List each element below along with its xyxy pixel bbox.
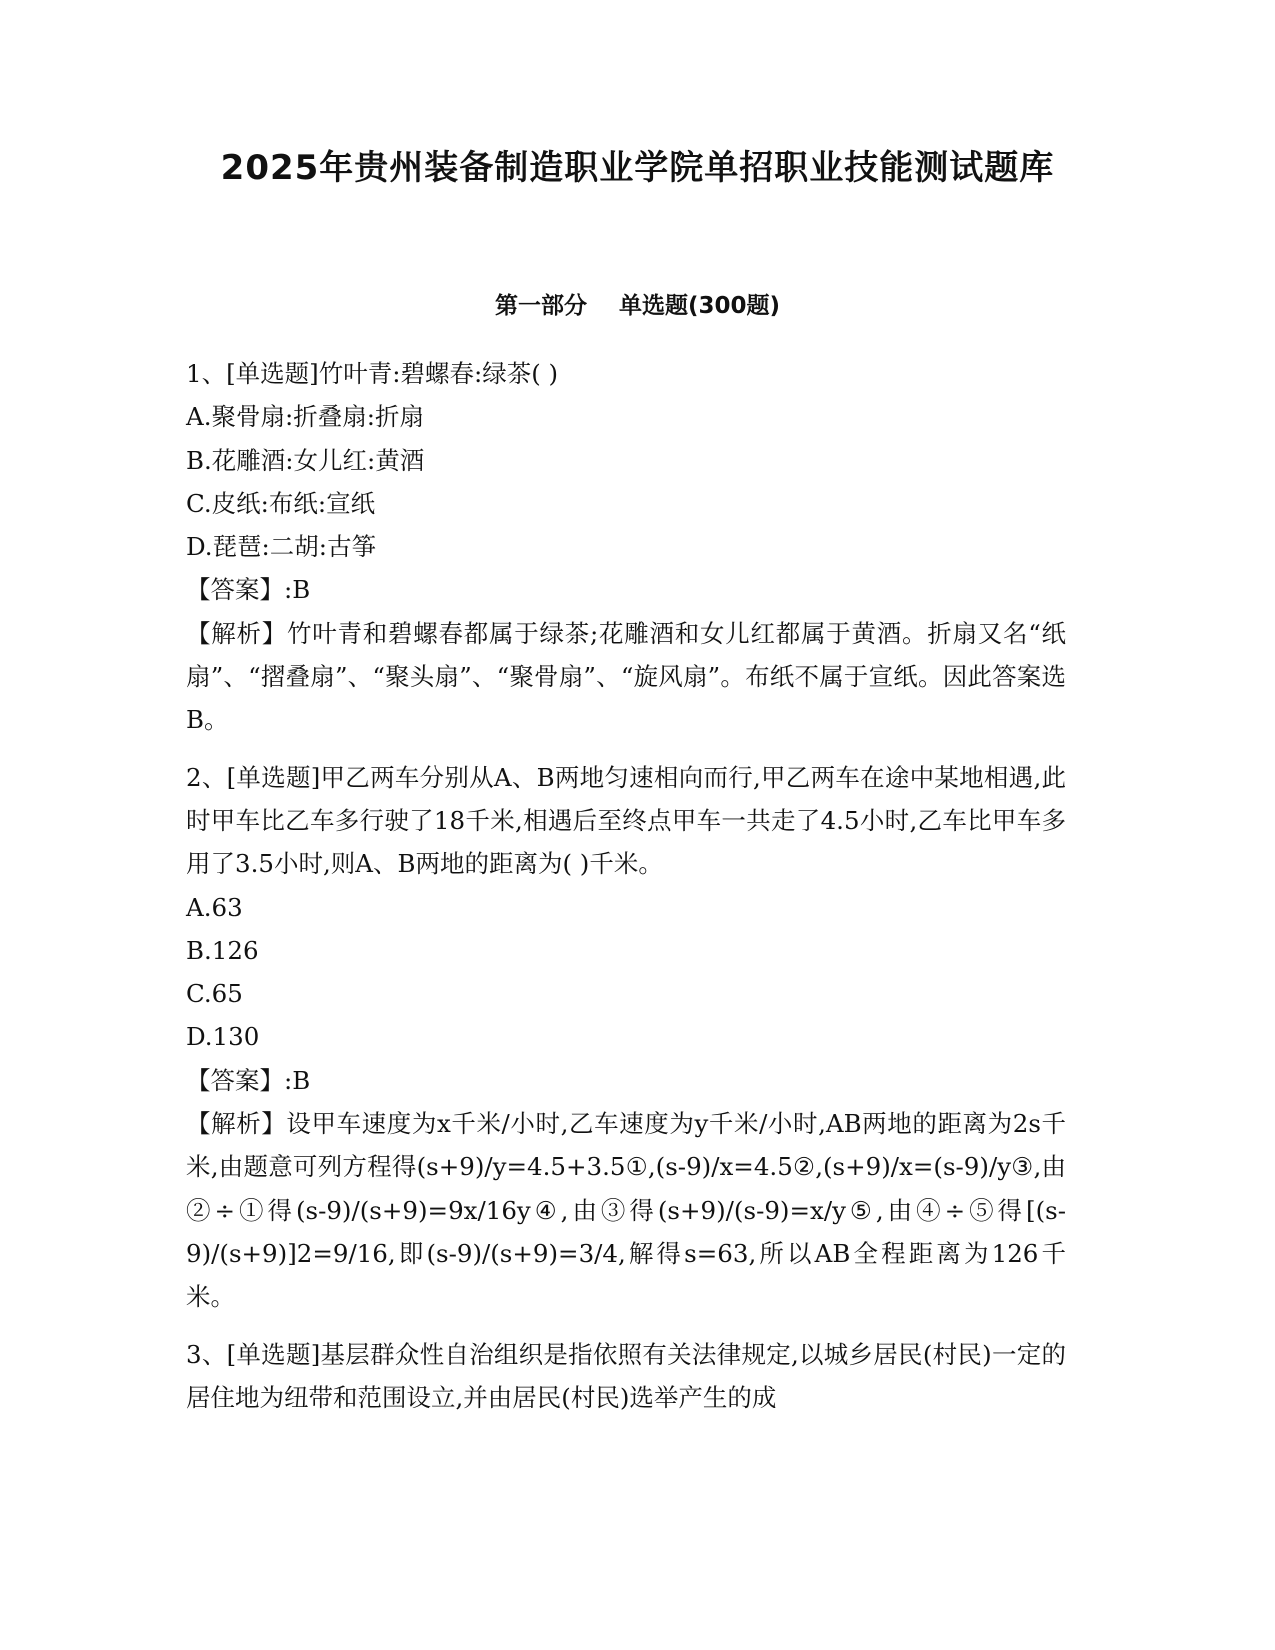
analysis-line <box>186 1102 1066 1318</box>
document-title: 2025年贵州装备制造职业学院单招职业技能测试题库 <box>220 148 1055 188</box>
analysis-label: 【解析】 <box>186 1109 287 1139</box>
answer-label: 【答案】 <box>186 575 284 605</box>
answer-label: 【答案】 <box>186 1065 284 1095</box>
answer-value: :B <box>284 575 311 605</box>
question-2 <box>186 756 1066 1319</box>
analysis-text: 竹叶青和碧螺春都属于绿茶;花雕酒和女儿红都属于黄酒。折扇又名“纸扇”、“摺叠扇”、“聚头扇”、“聚骨扇”、“旋风扇”。布纸不属于宣纸。因此答案选B。 <box>186 618 1066 735</box>
option-b: B.花雕酒:女儿红:黄酒 <box>186 445 425 475</box>
question-list <box>186 352 1066 1433</box>
answer-line <box>186 1059 1066 1102</box>
option-d: D.130 <box>186 1022 260 1052</box>
answer-line <box>186 568 1066 611</box>
analysis-text: 设甲车速度为x千米/小时,乙车速度为y千米/小时,AB两地的距离为2s千米,由题意可列方程得(s+9)/y=4.5+3.5①,(s-9)/x=4.5②,(s+9)/x=(s-9)/y③,由②÷①得(s-9)/(s+9)=9x/16y④,由③得(s+9)/(s-9)=x/y⑤,由④÷⑤得[(s-9)/(s+9)]2=9/16,即(s-9)/(s+9)=3/4,解得s=63,所以AB全程距离为126千米。 <box>186 1109 1067 1312</box>
option-a: A.63 <box>186 892 243 922</box>
option-c: C.皮纸:布纸:宣纸 <box>186 488 376 518</box>
option-d: D.琵琶:二胡:古筝 <box>186 532 377 562</box>
question-stem: 3、[单选题]基层群众性自治组织是指依照有关法律规定,以城乡居民(村民)一定的居住地为纽带和范围设立,并由居民(村民)选举产生的成 <box>186 1339 1066 1412</box>
analysis-line <box>186 612 1066 742</box>
option-b: B.126 <box>186 935 259 965</box>
question-1 <box>186 352 1066 742</box>
option-a: A.聚骨扇:折叠扇:折扇 <box>186 402 424 432</box>
question-3 <box>186 1333 1066 1420</box>
analysis-label: 【解析】 <box>186 618 287 648</box>
answer-value: :B <box>284 1065 311 1095</box>
question-stem: 2、[单选题]甲乙两车分别从A、B两地匀速相向而行,甲乙两车在途中某地相遇,此时甲车比乙车多行驶了18千米,相遇后至终点甲车一共走了4.5小时,乙车比甲车多用了3.5小时,则A、B两地的距离为( )千米。 <box>186 762 1066 879</box>
section-title: 第一部分 单选题(300题) <box>494 293 781 319</box>
option-c: C.65 <box>186 979 243 1009</box>
question-stem: 1、[单选题]竹叶青:碧螺春:绿茶( ) <box>186 359 559 388</box>
